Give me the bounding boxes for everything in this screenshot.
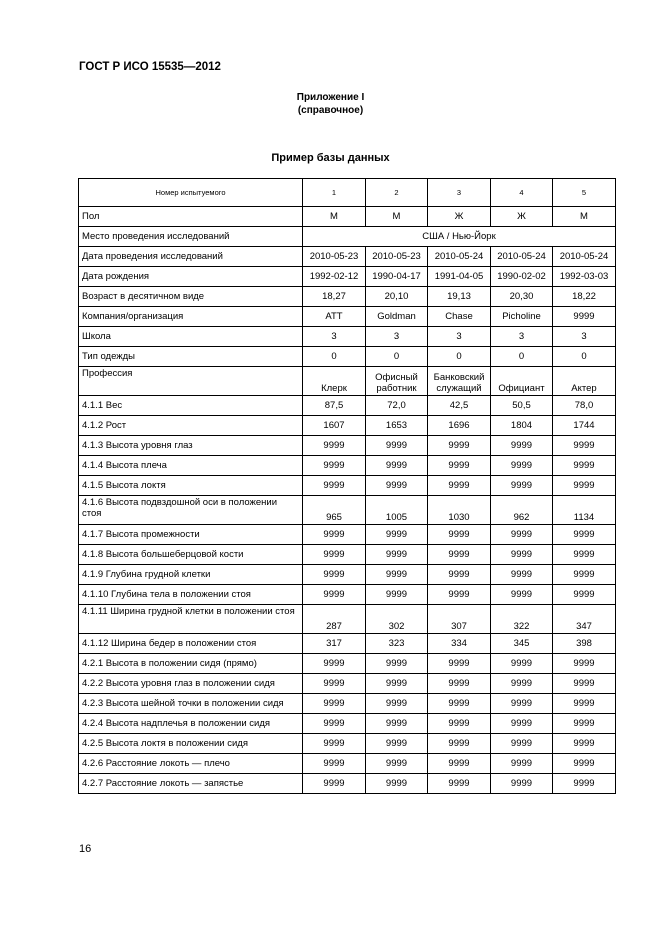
table-row: [79, 247, 616, 267]
cell-value: 9999: [553, 774, 616, 794]
cell-value: 0: [553, 347, 616, 367]
cell-value: 2010-05-24: [428, 247, 491, 267]
cell-value: 3: [303, 327, 366, 347]
row-label: Возраст в десятичном виде: [79, 287, 303, 307]
cell-value: 87,5: [303, 396, 366, 416]
table-row: [79, 674, 616, 694]
cell-value: 287: [303, 605, 366, 634]
cell-value: 3: [428, 327, 491, 347]
cell-value: 42,5: [428, 396, 491, 416]
cell-value: 9999: [553, 714, 616, 734]
cell-value: 9999: [366, 674, 428, 694]
cell-value: 9999: [428, 674, 491, 694]
table-row: [79, 634, 616, 654]
cell-value: 18,22: [553, 287, 616, 307]
cell-value: 0: [303, 347, 366, 367]
cell-value: 9999: [491, 525, 553, 545]
cell-value: 345: [491, 634, 553, 654]
appendix-title: Приложение I: [296, 92, 365, 103]
cell-value: 9999: [303, 654, 366, 674]
cell-value: 9999: [366, 525, 428, 545]
table-row: [79, 456, 616, 476]
row-label: 4.2.7 Расстояние локоть — запястье: [79, 774, 303, 794]
cell-value: 20,30: [491, 287, 553, 307]
row-label: 4.1.5 Высота локтя: [79, 476, 303, 496]
cell-value: 347: [553, 605, 616, 634]
cell-value: 1992-02-12: [303, 267, 366, 287]
cell-value: 9999: [366, 456, 428, 476]
table-row: [79, 774, 616, 794]
cell-value: 9999: [303, 734, 366, 754]
table-row: [79, 327, 616, 347]
cell-value: 78,0: [553, 396, 616, 416]
cell-value: 9999: [553, 565, 616, 585]
page-number: 16: [79, 843, 92, 855]
document-code: ГОСТ Р ИСО 15535—2012: [79, 61, 221, 73]
table-row: [79, 207, 616, 227]
cell-value: 3: [553, 327, 616, 347]
cell-value: Банковский служащий: [428, 367, 491, 396]
cell-value: 317: [303, 634, 366, 654]
cell-value: 9999: [553, 585, 616, 605]
cell-value: 1991-04-05: [428, 267, 491, 287]
cell-value: 9999: [491, 545, 553, 565]
cell-value: 72,0: [366, 396, 428, 416]
table-row: [79, 476, 616, 496]
cell-value: 9999: [553, 436, 616, 456]
subject-number-header: Номер испытуемого: [79, 179, 303, 207]
cell-value: 9999: [428, 694, 491, 714]
table-row: [79, 694, 616, 714]
cell-value: 1992-03-03: [553, 267, 616, 287]
cell-value: 19,13: [428, 287, 491, 307]
cell-value: 9999: [366, 476, 428, 496]
row-label: 4.1.7 Высота промежности: [79, 525, 303, 545]
cell-value: 9999: [303, 456, 366, 476]
appendix-heading: [0, 91, 661, 117]
cell-value: 9999: [491, 436, 553, 456]
cell-value: 9999: [553, 734, 616, 754]
cell-value: 9999: [303, 436, 366, 456]
cell-value: 1744: [553, 416, 616, 436]
table-row: [79, 347, 616, 367]
cell-value: 2010-05-24: [553, 247, 616, 267]
cell-value: 9999: [428, 545, 491, 565]
cell-value: Официант: [491, 367, 553, 396]
cell-value: 9999: [366, 565, 428, 585]
cell-value: 9999: [428, 714, 491, 734]
row-label: Школа: [79, 327, 303, 347]
table-row-location: [79, 227, 616, 247]
cell-value: 9999: [553, 545, 616, 565]
cell-value: 9999: [366, 585, 428, 605]
cell-value: Ж: [491, 207, 553, 227]
cell-value: 9999: [553, 525, 616, 545]
cell-value: Chase: [428, 307, 491, 327]
row-label: 4.2.4 Высота надплечья в положении сидя: [79, 714, 303, 734]
row-label: 4.1.6 Высота подвздошной оси в положении стоя: [79, 496, 303, 525]
row-label: 4.1.11 Ширина грудной клетки в положении стоя: [79, 605, 303, 634]
cell-value: 50,5: [491, 396, 553, 416]
cell-value: 1134: [553, 496, 616, 525]
cell-value: 9999: [428, 774, 491, 794]
cell-value: 9999: [491, 565, 553, 585]
cell-value: 9999: [366, 774, 428, 794]
cell-value: 0: [491, 347, 553, 367]
table-row: [79, 585, 616, 605]
cell-value: 9999: [553, 754, 616, 774]
row-label: 4.1.10 Глубина тела в положении стоя: [79, 585, 303, 605]
cell-value: 398: [553, 634, 616, 654]
row-label: 4.1.12 Ширина бедер в положении стоя: [79, 634, 303, 654]
table-row: [79, 396, 616, 416]
cell-value: 965: [303, 496, 366, 525]
cell-value: 9999: [366, 754, 428, 774]
row-label: 4.1.1 Вес: [79, 396, 303, 416]
cell-value: 322: [491, 605, 553, 634]
cell-value: 9999: [428, 754, 491, 774]
table-row: [79, 734, 616, 754]
cell-value: 9999: [491, 714, 553, 734]
table-row: [79, 545, 616, 565]
location-value: США / Нью-Йорк: [303, 227, 616, 247]
cell-value: 1990-02-02: [491, 267, 553, 287]
cell-value: 9999: [303, 476, 366, 496]
row-label: 4.1.2 Рост: [79, 416, 303, 436]
row-label: Тип одежды: [79, 347, 303, 367]
cell-value: 1990-04-17: [366, 267, 428, 287]
cell-value: 9999: [491, 774, 553, 794]
cell-value: 9999: [366, 545, 428, 565]
cell-value: 9999: [428, 476, 491, 496]
cell-value: 9999: [303, 565, 366, 585]
cell-value: 9999: [491, 694, 553, 714]
cell-value: 9999: [428, 456, 491, 476]
cell-value: 9999: [553, 307, 616, 327]
row-label: Дата проведения исследований: [79, 247, 303, 267]
table-row: [79, 565, 616, 585]
table-title: Пример базы данных: [271, 152, 390, 164]
appendix-note: (справочное): [297, 105, 364, 116]
row-label: 4.1.3 Высота уровня глаз: [79, 436, 303, 456]
cell-value: 9999: [303, 585, 366, 605]
cell-value: 9999: [303, 525, 366, 545]
cell-value: 9999: [303, 674, 366, 694]
cell-value: 9999: [366, 694, 428, 714]
table-row: [79, 714, 616, 734]
cell-value: Ж: [428, 207, 491, 227]
cell-value: 0: [428, 347, 491, 367]
cell-value: 9999: [553, 694, 616, 714]
cell-value: 1607: [303, 416, 366, 436]
cell-value: 9999: [491, 674, 553, 694]
cell-value: 9999: [491, 654, 553, 674]
cell-value: 9999: [428, 734, 491, 754]
cell-value: 962: [491, 496, 553, 525]
cell-value: 9999: [428, 585, 491, 605]
table-row: [79, 287, 616, 307]
row-label: 4.2.3 Высота шейной точки в положении сидя: [79, 694, 303, 714]
cell-value: 1653: [366, 416, 428, 436]
cell-value: 9999: [303, 774, 366, 794]
row-label: 4.2.5 Высота локтя в положении сидя: [79, 734, 303, 754]
cell-value: 9999: [428, 525, 491, 545]
cell-value: 9999: [303, 545, 366, 565]
row-label: Пол: [79, 207, 303, 227]
cell-value: М: [553, 207, 616, 227]
cell-value: 9999: [366, 654, 428, 674]
table-row: [79, 267, 616, 287]
cell-value: 302: [366, 605, 428, 634]
cell-value: 1030: [428, 496, 491, 525]
cell-value: 9999: [303, 754, 366, 774]
cell-value: 3: [491, 327, 553, 347]
cell-value: 9999: [366, 436, 428, 456]
table-row: [79, 525, 616, 545]
row-label: 4.1.9 Глубина грудной клетки: [79, 565, 303, 585]
subject-column-header: 4: [491, 179, 553, 207]
cell-value: 20,10: [366, 287, 428, 307]
cell-value: Goldman: [366, 307, 428, 327]
cell-value: 323: [366, 634, 428, 654]
cell-value: 307: [428, 605, 491, 634]
cell-value: 9999: [303, 694, 366, 714]
table-row: [79, 496, 616, 525]
row-label: Место проведения исследований: [79, 227, 303, 247]
cell-value: 334: [428, 634, 491, 654]
cell-value: 18,27: [303, 287, 366, 307]
row-label: 4.1.8 Высота большеберцовой кости: [79, 545, 303, 565]
database-table: [78, 178, 616, 794]
table-row: [79, 436, 616, 456]
cell-value: 9999: [491, 734, 553, 754]
cell-value: 9999: [366, 734, 428, 754]
cell-value: 9999: [553, 456, 616, 476]
cell-value: М: [303, 207, 366, 227]
cell-value: 3: [366, 327, 428, 347]
subject-column-header: 2: [366, 179, 428, 207]
cell-value: 9999: [428, 436, 491, 456]
table-row: [79, 754, 616, 774]
row-label: 4.2.2 Высота уровня глаз в положении сидя: [79, 674, 303, 694]
cell-value: 1005: [366, 496, 428, 525]
row-label: 4.1.4 Высота плеча: [79, 456, 303, 476]
cell-value: 9999: [366, 714, 428, 734]
subject-column-header: 3: [428, 179, 491, 207]
row-label: Дата рождения: [79, 267, 303, 287]
cell-value: 9999: [553, 674, 616, 694]
cell-value: 9999: [491, 754, 553, 774]
row-label: 4.2.6 Расстояние локоть — плечо: [79, 754, 303, 774]
cell-value: Офисный работник: [366, 367, 428, 396]
cell-value: 9999: [491, 476, 553, 496]
row-label: Компания/организация: [79, 307, 303, 327]
cell-value: 1804: [491, 416, 553, 436]
cell-value: 9999: [428, 565, 491, 585]
cell-value: 9999: [553, 476, 616, 496]
cell-value: 0: [366, 347, 428, 367]
cell-value: 2010-05-23: [366, 247, 428, 267]
cell-value: 9999: [303, 714, 366, 734]
cell-value: 9999: [491, 456, 553, 476]
row-label: Профессия: [79, 367, 303, 396]
cell-value: 9999: [428, 654, 491, 674]
cell-value: 2010-05-24: [491, 247, 553, 267]
row-label: 4.2.1 Высота в положении сидя (прямо): [79, 654, 303, 674]
cell-value: 2010-05-23: [303, 247, 366, 267]
cell-value: Клерк: [303, 367, 366, 396]
cell-value: Picholine: [491, 307, 553, 327]
cell-value: 9999: [491, 585, 553, 605]
subject-column-header: 5: [553, 179, 616, 207]
table-row: [79, 605, 616, 634]
cell-value: М: [366, 207, 428, 227]
cell-value: 1696: [428, 416, 491, 436]
table-header-row: [79, 179, 616, 207]
table-row: [79, 654, 616, 674]
table-row: [79, 367, 616, 396]
cell-value: 9999: [553, 654, 616, 674]
table-row: [79, 307, 616, 327]
cell-value: Актер: [553, 367, 616, 396]
cell-value: ATT: [303, 307, 366, 327]
subject-column-header: 1: [303, 179, 366, 207]
table-row: [79, 416, 616, 436]
